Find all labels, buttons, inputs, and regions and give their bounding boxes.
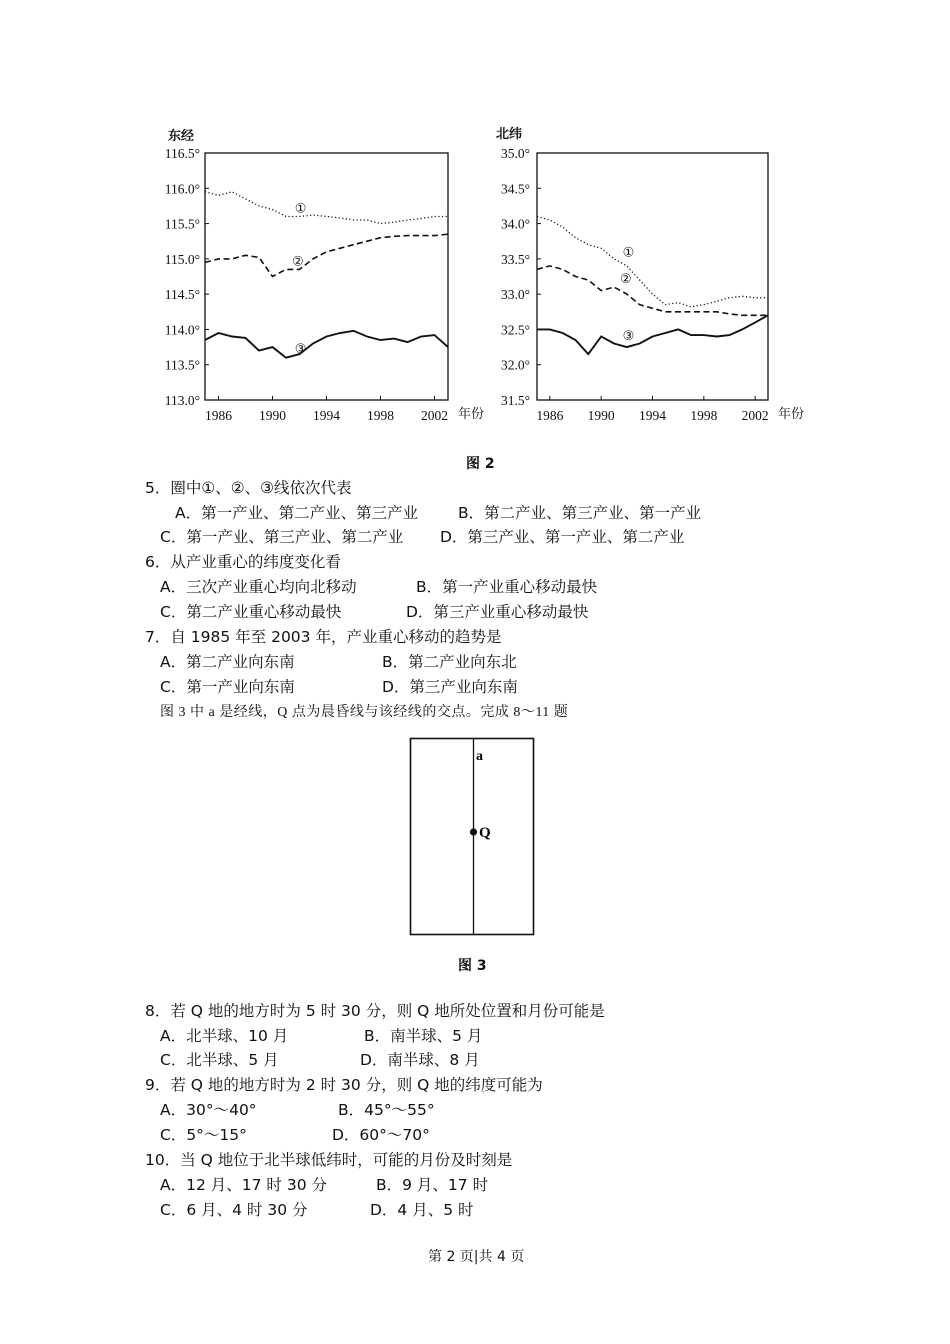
meridian-diagram <box>405 733 540 943</box>
y-tick-label: 114.0° <box>164 322 200 338</box>
question-5-option-d: D．第三产业、第一产业、第二产业 <box>440 528 685 546</box>
question-7-stem: 7．自 1985 年至 2003 年，产业重心移动的趋势是 <box>145 628 502 646</box>
longitude-chart <box>150 120 485 430</box>
series-label-3: ③ <box>622 328 635 344</box>
x-tick-label: 1986 <box>205 408 232 423</box>
question-10-option-d: D．4 月、5 时 <box>370 1201 474 1219</box>
question-10-option-c: C．6 月、4 时 30 分 <box>160 1201 308 1219</box>
series-label-1: ① <box>622 244 635 260</box>
y-tick-label: 116.5° <box>164 146 200 161</box>
section-intro: 图 3 中 a 是经线，Q 点为晨昏线与该经线的交点。完成 8～11 题 <box>160 705 569 720</box>
question-7-option-d: D．第三产业向东南 <box>382 678 518 696</box>
figure2-caption: 图 2 <box>466 456 495 472</box>
series-line-3 <box>537 315 768 354</box>
page-footer: 第 2 页|共 4 页 <box>428 1249 525 1265</box>
label-q: Q <box>479 825 491 841</box>
question-8-stem: 8．若 Q 地的地方时为 5 时 30 分，则 Q 地所处位置和月份可能是 <box>145 1002 605 1020</box>
question-10-option-a: A．12 月、17 时 30 分 <box>160 1176 327 1194</box>
y-tick-label: 115.0° <box>164 251 200 267</box>
question-6-option-c: C．第二产业重心移动最快 <box>160 603 342 621</box>
y-tick-label: 32.0° <box>500 357 530 373</box>
question-9-option-b: B．45°～55° <box>338 1101 435 1119</box>
question-7-option-a: A．第二产业向东南 <box>160 653 295 671</box>
x-tick-label: 1990 <box>587 408 615 423</box>
y-tick-label: 31.5° <box>500 393 530 408</box>
question-8-option-c: C．北半球、5 月 <box>160 1051 279 1069</box>
plot-frame <box>537 153 768 400</box>
question-6-option-d: D．第三产业重心移动最快 <box>406 603 589 621</box>
question-7-option-c: C．第一产业向东南 <box>160 678 295 696</box>
diagram-frame <box>411 739 534 935</box>
question-6-stem: 6．从产业重心的纬度变化看 <box>145 553 341 571</box>
x-tick-label: 1998 <box>367 408 394 423</box>
question-5-option-c: C．第一产业、第三产业、第二产业 <box>160 528 404 546</box>
question-10-option-b: B．9 月、17 时 <box>376 1176 489 1194</box>
x-tick-label: 2002 <box>421 408 448 423</box>
y-tick-label: 33.0° <box>500 287 530 303</box>
y-axis-label: 东经 <box>168 128 195 143</box>
x-tick-label: 1986 <box>536 408 564 423</box>
x-tick-label: 1994 <box>313 408 340 423</box>
series-line-2 <box>205 234 448 276</box>
question-5-option-b: B．第二产业、第三产业、第一产业 <box>458 504 702 522</box>
question-9-option-a: A．30°～40° <box>160 1101 257 1119</box>
point-q-marker <box>470 828 477 835</box>
question-5-stem: 5．圈中①、②、③线依次代表 <box>145 479 352 497</box>
y-tick-label: 35.0° <box>500 146 530 161</box>
question-8-option-a: A．北半球、10 月 <box>160 1027 289 1045</box>
plot-frame <box>205 153 448 400</box>
y-tick-label: 34.5° <box>500 181 530 197</box>
x-tick-label: 1994 <box>639 408 666 423</box>
series-label-3: ③ <box>294 340 307 356</box>
y-tick-label: 116.0° <box>164 181 200 197</box>
question-9-option-d: D．60°～70° <box>332 1126 430 1144</box>
y-tick-label: 34.0° <box>500 216 530 232</box>
y-tick-label: 113.0° <box>164 393 200 408</box>
y-tick-label: 33.5° <box>500 251 530 267</box>
question-6-option-a: A．三次产业重心均向北移动 <box>160 578 357 596</box>
series-label-2: ② <box>620 271 632 287</box>
series-line-1 <box>537 217 768 307</box>
question-8-option-d: D．南半球、8 月 <box>360 1051 480 1069</box>
question-6-option-b: B．第一产业重心移动最快 <box>416 578 598 596</box>
series-line-2 <box>537 266 768 315</box>
latitude-chart <box>480 120 820 430</box>
x-axis-label: 年份 <box>778 406 805 421</box>
series-line-1 <box>205 192 448 224</box>
figure3-caption: 图 3 <box>458 958 487 974</box>
x-tick-label: 1990 <box>259 408 286 423</box>
question-9-option-c: C．5°～15° <box>160 1126 247 1144</box>
series-label-2: ② <box>292 253 304 269</box>
y-tick-label: 114.5° <box>164 287 200 303</box>
y-tick-label: 32.5° <box>500 322 530 338</box>
question-10-stem: 10．当 Q 地位于北半球低纬时，可能的月份及时刻是 <box>145 1151 513 1169</box>
question-9-stem: 9．若 Q 地的地方时为 2 时 30 分，则 Q 地的纬度可能为 <box>145 1076 543 1094</box>
question-5-option-a: A．第一产业、第二产业、第三产业 <box>175 504 419 522</box>
x-tick-label: 1998 <box>690 408 718 423</box>
series-label-1: ① <box>294 200 307 216</box>
question-7-option-b: B．第二产业向东北 <box>382 653 517 671</box>
y-axis-label: 北纬 <box>496 126 523 141</box>
x-tick-label: 2002 <box>741 408 769 423</box>
label-a: a <box>476 749 483 764</box>
y-tick-label: 113.5° <box>164 357 200 373</box>
y-tick-label: 115.5° <box>164 216 200 232</box>
x-axis-label: 年份 <box>458 406 485 421</box>
series-line-3 <box>205 331 448 358</box>
question-8-option-b: B．南半球、5 月 <box>364 1027 483 1045</box>
